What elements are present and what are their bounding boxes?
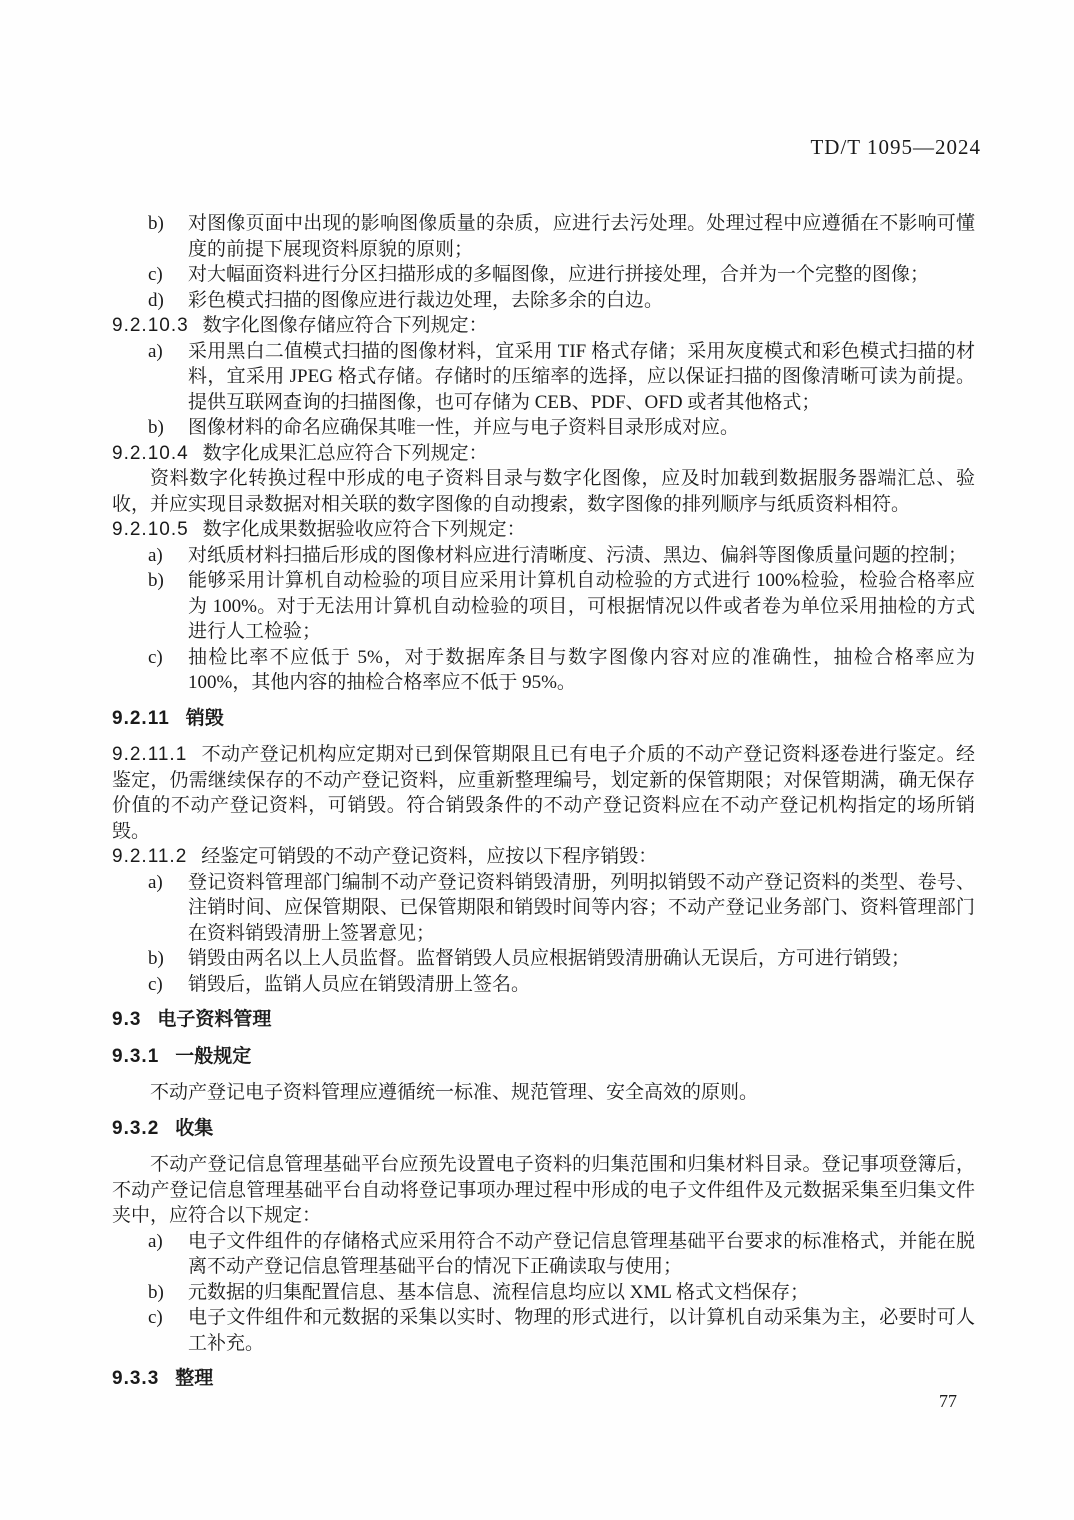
list-item-text: 电子文件组件和元数据的采集以实时、物理的形式进行，以计算机自动采集为主，必要时可人工补充。	[188, 1307, 975, 1354]
list-item-letter: d)	[148, 289, 164, 311]
section-heading	[112, 1366, 975, 1392]
page-header	[112, 135, 981, 160]
list-item-letter: b)	[148, 1281, 164, 1303]
section-heading	[112, 1116, 975, 1142]
doc-number: TD/T 1095—2024	[810, 135, 981, 159]
list-item	[112, 262, 975, 288]
list-item	[112, 543, 975, 569]
clause-number: 9.2.11.1	[112, 744, 188, 765]
list-item-text: 能够采用计算机自动检验的项目应采用计算机自动检验的方式进行 100%检验，检验合格率应为 100%。对于无法用计算机自动检验的项目，可根据情况以件或者卷为单位采用抽检的方式进行人工检验；	[188, 570, 975, 642]
list-item	[112, 946, 975, 972]
list-item-text: 彩色模式扫描的图像应进行裁边处理，去除多余的白边。	[188, 289, 664, 311]
heading-number: 9.3.1	[112, 1045, 160, 1067]
list-item-letter: a)	[148, 1230, 163, 1252]
list-item	[112, 645, 975, 696]
list-item-text: 采用黑白二值模式扫描的图像材料，宜采用 TIF 格式存储；采用灰度模式和彩色模式扫描的材料，宜采用 JPEG 格式存储。存储时的压缩率的选择，应以保证扫描的图像清晰可读为前提。提供互联网查询的扫描图像，也可存储为 CEB、PDF、OFD 或者其他格式；	[188, 340, 975, 413]
list-item	[112, 1229, 975, 1280]
list-item-letter: a)	[148, 544, 163, 566]
clause-text: 数字化成果数据验收应符合下列规定：	[202, 519, 526, 540]
list-item	[112, 1305, 975, 1356]
list-item-letter: c)	[148, 264, 163, 285]
heading-title: 整理	[175, 1368, 214, 1389]
list-item	[112, 339, 975, 416]
clause-number: 9.2.10.5	[112, 519, 189, 540]
paragraph: 不动产登记电子资料管理应遵循统一标准、规范管理、安全高效的原则。	[150, 1082, 759, 1103]
section-heading	[112, 1044, 975, 1070]
list-item	[112, 568, 975, 645]
heading-number: 9.2.11	[112, 707, 170, 729]
paragraph: 不动产登记信息管理基础平台应预先设置电子资料的归集范围和归集材料目录。登记事项登簿后，不动产登记信息管理基础平台自动将登记事项办理过程中形成的电子文件组件及元数据采集至归集文件夹中，应符合以下规定：	[112, 1154, 975, 1226]
heading-title: 销毁	[185, 707, 224, 729]
list-item-text: 对大幅面资料进行分区扫描形成的多幅图像，应进行拼接处理，合并为一个完整的图像；	[188, 264, 930, 285]
list-item-letter: b)	[148, 570, 164, 591]
document-body	[112, 211, 975, 1403]
list-item	[112, 1280, 975, 1306]
page-number: 77	[939, 1391, 957, 1411]
list-item-text: 销毁后，监销人员应在销毁清册上签名。	[188, 973, 531, 995]
list-item-text: 对图像页面中出现的影响图像质量的杂质，应进行去污处理。处理过程中应遵循在不影响可懂度的前提下展现资料原貌的原则；	[188, 213, 975, 260]
list-item-letter: b)	[148, 417, 164, 438]
section-heading	[112, 1007, 975, 1033]
heading-number: 9.3.2	[112, 1117, 160, 1139]
list-item-text: 对纸质材料扫描后形成的图像材料应进行清晰度、污渍、黑边、偏斜等图像质量问题的控制；	[188, 544, 968, 566]
list-item-letter: b)	[148, 213, 164, 234]
clause	[112, 313, 975, 339]
clause	[112, 517, 975, 543]
list-item	[112, 415, 975, 441]
list-item-text: 抽检比率不应低于 5%，对于数据库条目与数字图像内容对应的准确性，抽检合格率应为 100%，其他内容的抽检合格率应不低于 95%。	[188, 646, 975, 693]
list-item-text: 登记资料管理部门编制不动产登记资料销毁清册，列明拟销毁不动产登记资料的类型、卷号、注销时间、应保管期限、已保管期限和销毁时间等内容；不动产登记业务部门、资料管理部门在资料销毁清册上签署意见；	[188, 871, 975, 944]
clause-number: 9.2.10.3	[112, 315, 189, 336]
list-item-letter: c)	[148, 646, 163, 668]
list-item-text: 销毁由两名以上人员监督。监督销毁人员应根据销毁清册确认无误后，方可进行销毁；	[188, 948, 911, 969]
clause-text: 经鉴定可销毁的不动产登记资料，应按以下程序销毁：	[201, 846, 658, 867]
clause-text: 数字化成果汇总应符合下列规定：	[202, 442, 488, 464]
list-item-letter: a)	[148, 340, 163, 362]
heading-title: 一般规定	[175, 1045, 252, 1067]
section-heading	[112, 706, 975, 732]
list-item	[112, 288, 975, 314]
clause-number: 9.2.10.4	[112, 442, 189, 464]
heading-number: 9.3	[112, 1009, 142, 1030]
heading-title: 收集	[175, 1117, 214, 1139]
clause	[112, 441, 975, 467]
clause-text: 不动产登记机构应定期对已到保管期限且已有电子介质的不动产登记资料逐卷进行鉴定。经鉴定，仍需继续保存的不动产登记资料，应重新整理编号，划定新的保管期限；对保管期满，确无保存价值的不动产登记资料，可销毁。符合销毁条件的不动产登记资料应在不动产登记机构指定的场所销毁。	[112, 744, 975, 842]
list-item-text: 元数据的归集配置信息、基本信息、流程信息均应以 XML 格式文档保存；	[188, 1281, 810, 1303]
list-item-text: 电子文件组件的存储格式应采用符合不动产登记信息管理基础平台要求的标准格式，并能在脱离不动产登记信息管理基础平台的情况下正确读取与使用；	[188, 1230, 975, 1277]
list-item	[112, 211, 975, 262]
list-item-text: 图像材料的命名应确保其唯一性，并应与电子资料目录形成对应。	[188, 417, 740, 438]
list-item-letter: b)	[148, 948, 164, 969]
list-item-letter: c)	[148, 1307, 163, 1328]
list-item	[112, 870, 975, 947]
clause-text: 数字化图像存储应符合下列规定：	[202, 315, 488, 336]
heading-title: 电子资料管理	[157, 1009, 272, 1030]
list-item	[112, 972, 975, 998]
clause	[112, 844, 975, 870]
clause-number: 9.2.11.2	[112, 846, 188, 867]
clause	[112, 742, 975, 844]
page-footer	[112, 1391, 957, 1412]
heading-number: 9.3.3	[112, 1368, 160, 1389]
list-item-letter: a)	[148, 871, 163, 893]
paragraph: 资料数字化转换过程中形成的电子资料目录与数字化图像，应及时加载到数据服务器端汇总、验收，并应实现目录数据对相关联的数字图像的自动搜索，数字图像的排列顺序与纸质资料相符。	[112, 468, 975, 515]
list-item-letter: c)	[148, 973, 163, 995]
